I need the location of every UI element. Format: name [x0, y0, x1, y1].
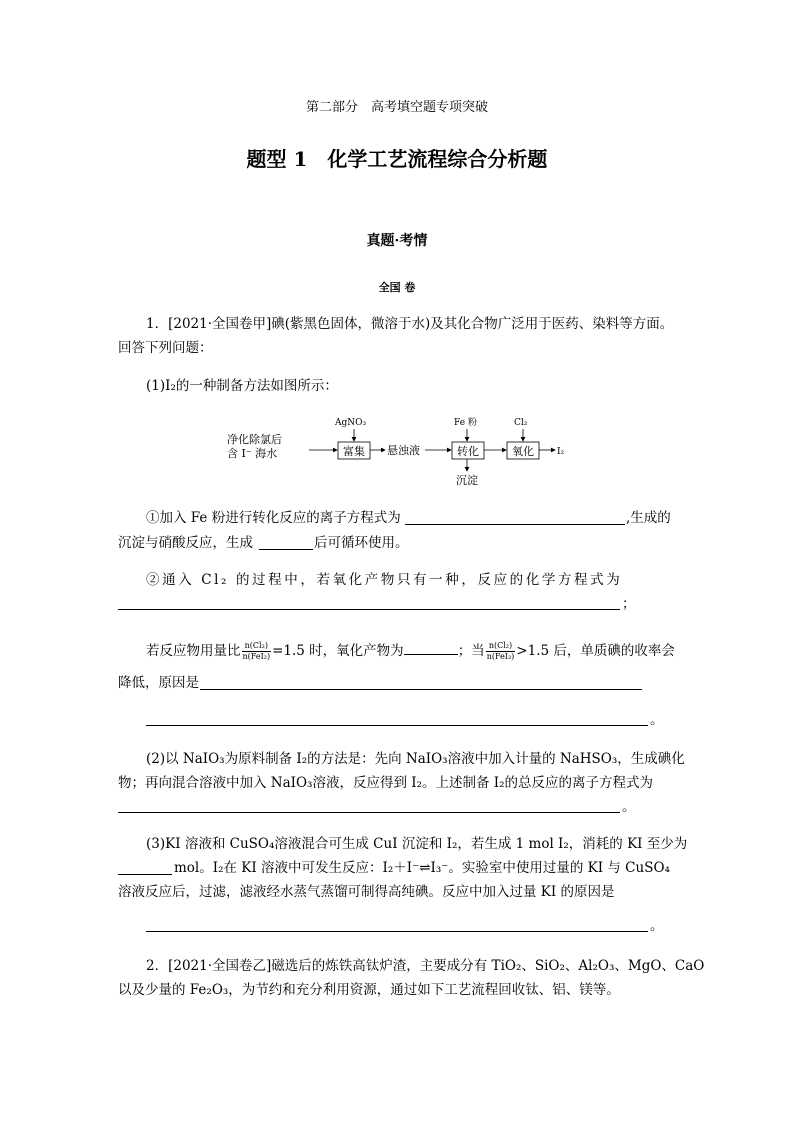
- page-title: 题型 1 化学工艺流程综合分析题: [246, 147, 548, 171]
- flow-input-line1: 净化除氯后: [227, 433, 282, 446]
- answer-blank[interactable]: [146, 931, 648, 932]
- q1-p1-text-b: ,生成的: [626, 510, 671, 526]
- end-mark: 。: [650, 918, 664, 934]
- flow-suspension: 悬浊液: [387, 444, 420, 457]
- q1-part1-label: (1)I₂的一种制备方法如图所示：: [146, 378, 338, 394]
- q1-intro-line1: 1．[2021·全国卷甲]碘(紫黑色固体，微溶于水)及其化合物广泛用于医药、染料等方面。: [146, 316, 674, 332]
- q1-p3-text-c: ；当: [457, 643, 485, 659]
- q1-part2-line1: (2)以 NaIO₃为原料制备 I₂的方法是：先向 NaIO₃溶液中加入计量的 NaHSO₃，生成碘化: [146, 751, 685, 767]
- q1-part3-line3: 溶液反应后，过滤，滤液经水蒸气蒸馏可制得高纯碘。反应中加入过量 KI 的原因是: [118, 884, 615, 900]
- answer-blank[interactable]: [118, 874, 172, 875]
- q1-p2-end: ；: [622, 596, 636, 612]
- flow-input-line2: 含 I⁻ 海水: [227, 447, 278, 460]
- answer-blank[interactable]: [118, 812, 620, 813]
- q1-part3-line2: mol。I₂在 KI 溶液中可发生反应：I₂＋I⁻⇌I₃⁻。实验室中使用过量的 KI 与 CuSO₄: [174, 860, 670, 876]
- fraction-denominator: n(FeI₂): [242, 652, 271, 661]
- answer-blank[interactable]: [404, 640, 458, 655]
- q1-p3-text-a: 若反应物用量比: [146, 643, 241, 659]
- q1-p1-text-a: ①加入 Fe 粉进行转化反应的离子方程式为: [146, 510, 401, 526]
- fraction-numerator: n(Cl₂): [486, 641, 516, 652]
- q1-part2-line2: 物；再向混合溶液中加入 NaIO₃溶液，反应得到 I₂。上述制备 I₂的总反应的离子方程式为: [118, 775, 654, 791]
- q2-line1: 2．[2021·全国卷乙]磁选后的炼铁高钛炉渣，主要成分有 TiO₂、SiO₂、Al₂O₃、MgO、CaO: [146, 958, 705, 974]
- q2-line2: 以及少量的 Fe₂O₃，为节约和充分利用资源，通过如下工艺流程回收钛、铝、镁等。: [118, 982, 620, 998]
- answer-blank[interactable]: [118, 609, 620, 610]
- section-header: 第二部分 高考填空题专项突破: [305, 100, 488, 115]
- flow-reagent-agno3: AgNO₃: [335, 418, 367, 428]
- end-mark: 。: [650, 712, 664, 728]
- q1-p3-text-d: >1.5 后，单质碘的收率会: [516, 643, 675, 659]
- ratio-fraction: [242, 641, 272, 662]
- section-subtitle: 真题·考情: [366, 233, 428, 249]
- q1-p2-text: ②通入 Cl₂ 的过程中，若氧化产物只有一种，反应的化学方程式为: [146, 572, 623, 588]
- q1-p3-text-b: =1.5 时，氧化产物为: [272, 643, 404, 659]
- q1-intro-line2: 回答下列问题：: [118, 340, 213, 356]
- flow-step-oxidize: 氧化: [512, 445, 534, 458]
- flow-precipitate: 沉淀: [456, 474, 478, 487]
- flow-step-enrich: 富集: [343, 445, 365, 458]
- iodine-flow-diagram: [225, 405, 585, 490]
- answer-blank[interactable]: [146, 725, 648, 726]
- answer-blank[interactable]: [405, 524, 625, 525]
- q1-p3-line: [146, 640, 675, 662]
- q1-p3-text-e: 降低，原因是: [118, 675, 199, 691]
- q1-p1-text-d: 后可循环使用。: [314, 535, 409, 551]
- q1-part3-line1: (3)KI 溶液和 CuSO₄溶液混合可生成 CuI 沉淀和 I₂，若生成 1 mol I₂，消耗的 KI 至少为: [146, 836, 688, 852]
- ratio-fraction: [486, 641, 516, 662]
- end-mark: 。: [622, 799, 636, 815]
- q1-p1-text-c: 沉淀与硝酸反应，生成: [118, 535, 253, 551]
- category-label: 全国 卷: [378, 281, 416, 294]
- answer-blank[interactable]: [200, 689, 642, 690]
- fraction-denominator: n(FeI₂): [486, 652, 515, 661]
- flow-reagent-fe: Fe 粉: [454, 418, 477, 428]
- fraction-numerator: n(Cl₂): [242, 641, 272, 652]
- answer-blank[interactable]: [259, 549, 313, 550]
- flow-step-convert: 转化: [457, 445, 479, 458]
- flow-output-i2: I₂: [557, 447, 565, 457]
- flow-reagent-cl2: Cl₂: [514, 418, 528, 428]
